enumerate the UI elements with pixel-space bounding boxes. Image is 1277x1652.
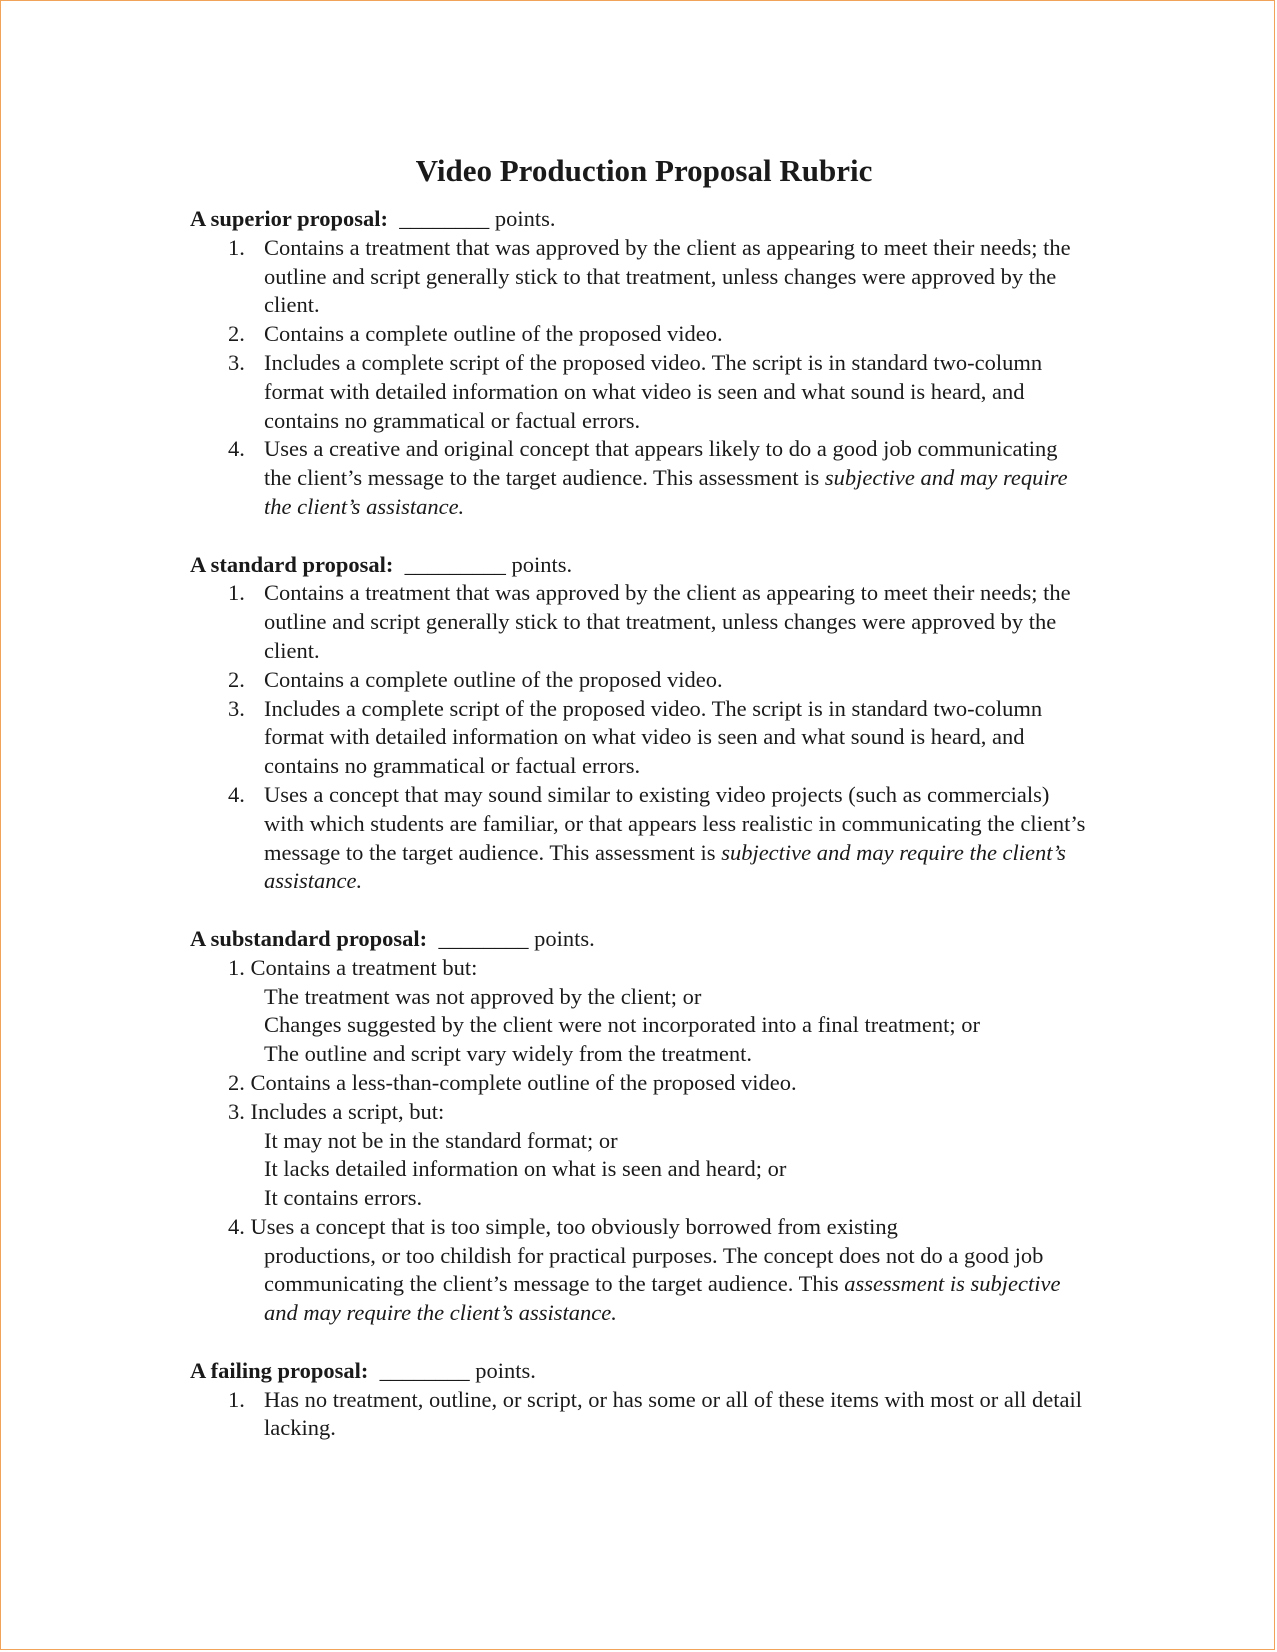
sub-item: It contains errors. — [264, 1185, 423, 1211]
item-text: Contains a treatment that was approved by the client as appearing to meet their needs; the outline and script generally stick to that treatment, unless changes were approved by the client. — [264, 234, 1071, 318]
standard-item-4 — [190, 781, 1090, 896]
item-text: Includes a complete script of the proposed video. The script is in standard two-column format with detailed information on what video is seen and what sound is heard, and contains no grammatical or factual errors. — [264, 695, 1043, 779]
item-text: Uses a creative and original concept that appears likely to do a good job communicating the client’s message to the target audience. This assessment is — [264, 436, 1058, 491]
substandard-heading — [190, 925, 1090, 954]
substandard-points-label: points. — [534, 925, 595, 951]
item-number: 2. — [228, 666, 245, 692]
superior-points-label: points. — [494, 206, 556, 231]
sub-item: The outline and script vary widely from the treatment. — [264, 1041, 752, 1067]
item-text: Includes a complete script of the proposed video. The script is in standard two-column format with detailed information on what video is seen and what sound is heard, and contains no grammatical or factual errors. — [264, 349, 1043, 433]
sub-item: The treatment was not approved by the client; or — [264, 983, 702, 1009]
item-italic-text: assessment is subjective and may require the client’s assistance. — [264, 1271, 1061, 1326]
substandard-item-3 — [190, 1098, 1090, 1213]
standard-heading-label: A standard proposal: — [190, 551, 394, 577]
item-text: Contains a complete outline of the proposed video. — [264, 321, 723, 347]
item-text: 3. Includes a script, but: — [228, 1098, 445, 1124]
superior-item-3 — [190, 349, 1090, 435]
item-number: 1. — [228, 1386, 245, 1412]
sub-item: Changes suggested by the client were not incorporated into a final treatment; or — [264, 1012, 981, 1038]
superior-item-2 — [190, 320, 1090, 349]
standard-item-3 — [190, 695, 1090, 781]
substandard-heading-label: A substandard proposal: — [190, 925, 428, 951]
item-italic-text: subjective and may require the client’s assistance. — [264, 839, 1066, 894]
item-number: 4. — [228, 436, 245, 462]
item-text: Uses a concept that may sound similar to existing video projects (such as commercials) with which students are familiar, or that appears less realistic in communicating the client’s message to the target audience. This assessment is — [264, 781, 1086, 865]
item-text: 2. Contains a less-than-complete outline of the proposed video. — [228, 1069, 797, 1095]
rubric-content — [190, 151, 1090, 1443]
item-number: 3. — [228, 695, 245, 721]
item-text: 4. Uses a concept that is too simple, too obviously borrowed from existing — [228, 1213, 898, 1239]
item-number: 3. — [228, 349, 245, 375]
substandard-points-blank: ________ — [438, 925, 529, 951]
superior-points-blank: ________ — [399, 206, 490, 231]
sub-item: It lacks detailed information on what is seen and heard; or — [264, 1156, 787, 1182]
item-text: Has no treatment, outline, or script, or has some or all of these items with most or all detail lacking. — [264, 1386, 1082, 1441]
sub-item: It may not be in the standard format; or — [264, 1127, 618, 1153]
item-number: 2. — [228, 321, 245, 347]
item-italic-text: subjective and may require the client’s assistance. — [264, 465, 1068, 519]
substandard-item-1 — [190, 954, 1090, 1069]
item-text: Contains a treatment that was approved by the client as appearing to meet their needs; the outline and script generally stick to that treatment, unless changes were approved by the client. — [264, 580, 1071, 663]
item-number: 1. — [228, 580, 245, 606]
failing-item-1 — [190, 1386, 1090, 1444]
standard-item-2 — [190, 666, 1090, 695]
failing-points-label: points. — [475, 1357, 536, 1383]
item-text: productions, or too childish for practical purposes. The concept does not do a good job communicating the client’s message to the target audience. This — [264, 1242, 1044, 1297]
superior-heading-label: A superior proposal: — [190, 206, 388, 231]
item-number: 1. — [228, 234, 245, 260]
failing-heading — [190, 1357, 1090, 1386]
superior-item-1 — [190, 234, 1090, 320]
superior-item-4 — [190, 435, 1090, 521]
standard-item-1 — [190, 579, 1090, 665]
item-text: 1. Contains a treatment but: — [228, 954, 478, 980]
item-text: Contains a complete outline of the proposed video. — [264, 666, 723, 692]
page-title: Video Production Proposal Rubric — [415, 153, 873, 188]
substandard-item-4 — [190, 1213, 1090, 1328]
substandard-item-2 — [190, 1069, 1090, 1098]
superior-heading — [190, 205, 1090, 234]
failing-points-blank: ________ — [379, 1357, 470, 1383]
standard-points-blank: _________ — [404, 551, 506, 577]
standard-points-label: points. — [511, 551, 573, 577]
item-number: 4. — [228, 781, 245, 807]
failing-heading-label: A failing proposal: — [190, 1357, 369, 1383]
standard-heading — [190, 551, 1090, 580]
